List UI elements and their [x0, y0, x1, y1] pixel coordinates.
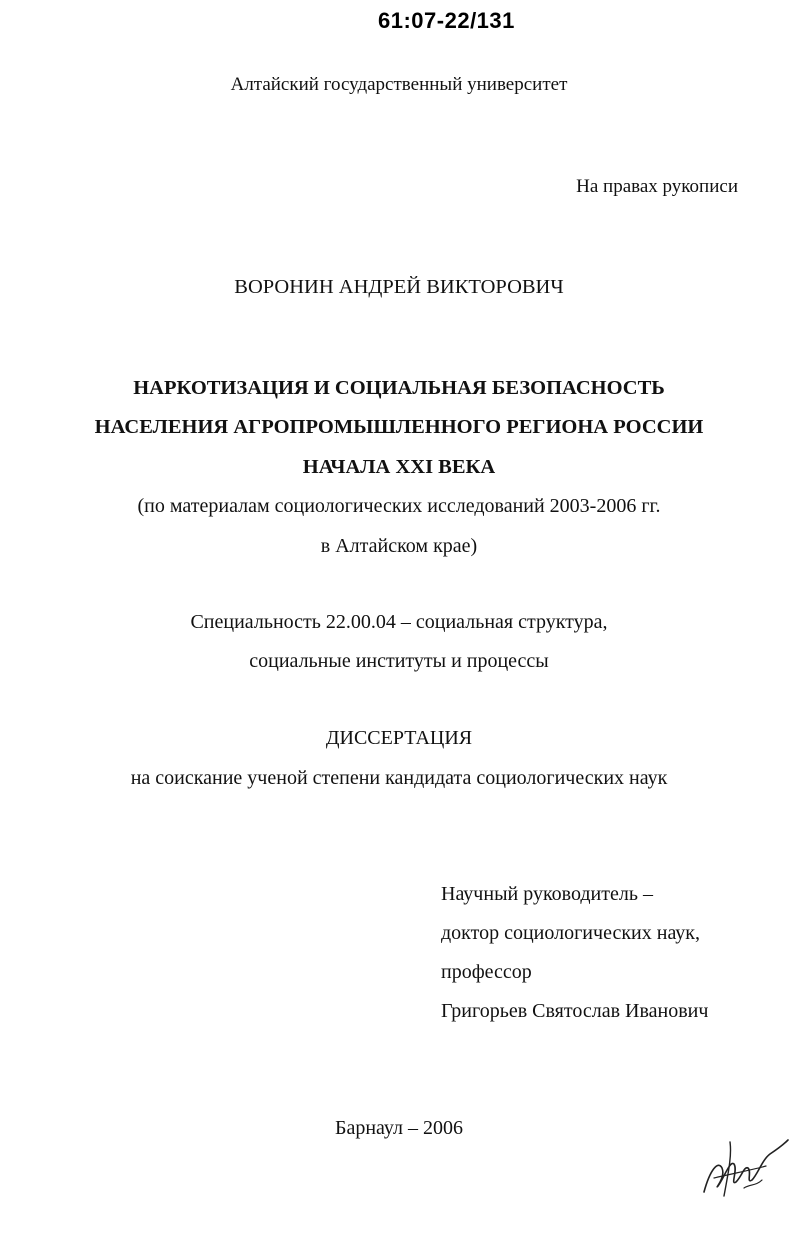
specialty-line: Специальность 22.00.04 – социальная структура,: [190, 611, 608, 633]
document-type: ДИССЕРТАЦИЯ: [325, 727, 473, 749]
subtitle-line: в Алтайском крае): [320, 535, 478, 557]
archive-stamp-number: 61:07-22/131: [378, 8, 515, 33]
title-line: НАЧАЛА XXI ВЕКА: [302, 456, 496, 478]
degree-statement: на соискание ученой степени кандидата социологических наук: [130, 767, 668, 789]
university-name: Алтайский государственный университет: [230, 74, 568, 95]
supervisor-line: Григорьев Святослав Иванович: [441, 1000, 709, 1022]
city-year: Барнаул – 2006: [334, 1117, 464, 1139]
supervisor-line: доктор социологических наук,: [441, 922, 701, 944]
supervisor-line: профессор: [441, 961, 532, 983]
handwritten-signature: [700, 1130, 790, 1202]
manuscript-rights-note: На правах рукописи: [576, 176, 738, 197]
title-line: НАРКОТИЗАЦИЯ И СОЦИАЛЬНАЯ БЕЗОПАСНОСТЬ: [133, 377, 665, 399]
author-name: ВОРОНИН АНДРЕЙ ВИКТОРОВИЧ: [234, 276, 564, 298]
subtitle-line: (по материалам социологических исследований 2003-2006 гг.: [137, 495, 661, 517]
supervisor-line: Научный руководитель –: [441, 883, 653, 905]
title-line: НАСЕЛЕНИЯ АГРОПРОМЫШЛЕННОГО РЕГИОНА РОССИИ: [94, 416, 704, 438]
specialty-line: социальные институты и процессы: [249, 650, 549, 672]
